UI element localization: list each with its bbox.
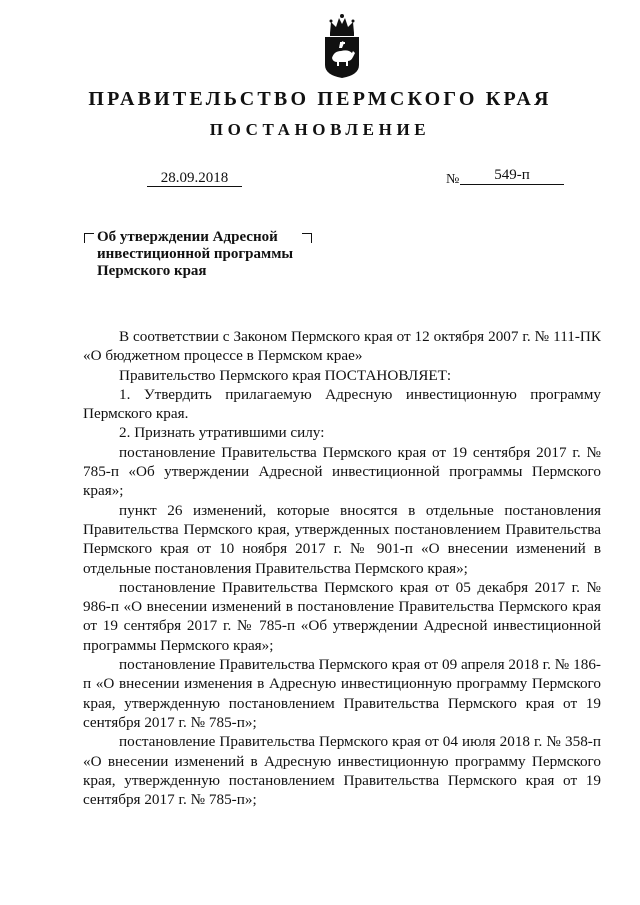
document-number: 549-п xyxy=(460,166,564,185)
body-paragraph: постановление Правительства Пермского края от 19 сентября 2017 г. № 785-п «Об утверждении Адресной инвестиционной программы Пермского края»; xyxy=(83,443,601,500)
document-subject: Об утверждении Адресной инвестиционной программы Пермского края xyxy=(97,229,294,279)
body-paragraph: постановление Правительства Пермского края от 05 декабря 2017 г. № 986-п «О внесении изменений в постановление Правительства Пермского края от 19 сентября 2017 г. № 785-п «Об утверждении Адресной инвестиционной программы Пермского края»; xyxy=(83,578,601,654)
body-paragraph: постановление Правительства Пермского края от 04 июля 2018 г. № 358-п «О внесении изменений в Адресную инвестиционную программу Пермского края, утвержденную постановлением Правительства Пермского края от 19 сентября 2017 г. № 785-п»; xyxy=(83,733,601,809)
body-paragraph: Правительство Пермского края ПОСТАНОВЛЯЕТ: xyxy=(119,366,452,384)
body-paragraph: 2. Признать утратившими силу: xyxy=(119,424,325,442)
document-type: ПОСТАНОВЛЕНИЕ xyxy=(209,120,431,139)
body-paragraph: В соответствии с Законом Пермского края от 12 октября 2007 г. № 111-ПК «О бюджетном процессе в Пермском крае» xyxy=(83,328,601,365)
perm-krai-coat-of-arms-icon xyxy=(322,13,362,79)
document-date: 28.09.2018 xyxy=(147,170,242,187)
body-paragraph: 1. Утвердить прилагаемую Адресную инвестиционную программу Пермского края. xyxy=(83,385,601,423)
body-paragraph: постановление Правительства Пермского края от 09 апреля 2018 г. № 186-п «О внесении изменения в Адресную инвестиционную программу Пермского края, утвержденную постановлением Правительства Пермского края от 19 сентября 2017 г. № 785-п»; xyxy=(83,656,601,731)
organization-title: ПРАВИТЕЛЬСТВО ПЕРМСКОГО КРАЯ xyxy=(88,88,552,110)
document-body xyxy=(83,327,601,809)
body-paragraph: пункт 26 изменений, которые вносятся в отдельные постановления Правительства Пермского края, утвержденных постановлением Правительства Пермского края от 10 ноября 2017 г. № 901-п «О внесении изменений в отдельные постановления Правительства Пермского края»; xyxy=(83,501,601,577)
subject-corner-left xyxy=(84,233,94,243)
number-sign: № xyxy=(446,172,460,187)
